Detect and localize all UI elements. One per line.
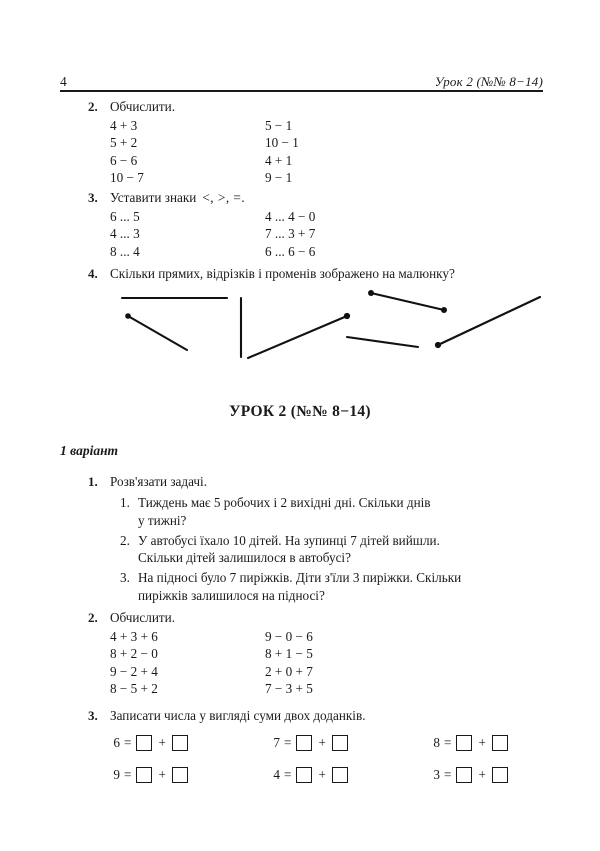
exercise-2-top-column-2 (265, 117, 299, 187)
sum-total: 8 (433, 735, 440, 750)
expression: 10 − 1 (265, 135, 299, 151)
running-head-title: Урок 2 (№№ 8−14) (434, 74, 543, 89)
exercise-3 (88, 708, 508, 788)
figure-endpoint-dot (125, 313, 131, 319)
running-head (60, 68, 543, 90)
exercise-1-number: 1. (88, 474, 98, 489)
table-row (110, 762, 508, 788)
figure-endpoint-dot (441, 307, 447, 313)
sum-cell (110, 762, 270, 788)
problem-text (138, 569, 461, 604)
exercise-3-top-column-1 (110, 208, 265, 260)
comparison-signs: <, >, =. (202, 190, 246, 205)
sum-cell (110, 730, 270, 756)
exercise-3-title: Записати числа у вигляді суми двох доданків. (110, 708, 366, 723)
equals-sign: = (444, 767, 452, 782)
exercise-2-top-column-1 (110, 117, 265, 187)
lesson-title: УРОК 2 (№№ 8−14) (229, 403, 371, 420)
expression: 9 − 1 (265, 170, 293, 186)
figure-segment-1 (128, 316, 187, 350)
exercise-2-column-2 (265, 628, 313, 698)
expression: 2 + 0 + 7 (265, 663, 313, 679)
geometry-figure (100, 288, 560, 368)
sum-cell (270, 762, 430, 788)
word-problem-list (88, 494, 496, 607)
sum-total: 9 (113, 767, 120, 782)
list-item (120, 569, 496, 604)
problem-line: На підносі було 7 пиріжків. Діти з'їли 3 пиріжки. Скільки (138, 570, 462, 586)
problem-line: Тиждень має 5 робочих і 2 вихідні дні. Скільки днів (138, 495, 431, 510)
expression: 8 + 1 − 5 (265, 646, 313, 662)
list-item (120, 494, 496, 529)
problem-line: Скільки дітей залишилося в автобусі? (138, 550, 351, 566)
equals-sign: = (124, 735, 132, 750)
answer-box[interactable] (136, 767, 152, 783)
answer-box[interactable] (296, 735, 312, 751)
expression: 5 + 2 (110, 135, 138, 151)
expression: 8 + 2 − 0 (110, 646, 158, 662)
exercise-3-heading (88, 708, 508, 724)
variant-label: 1 варіант (60, 443, 119, 458)
expression: 6 ... 5 (110, 209, 140, 224)
exercise-2-column-1 (110, 628, 265, 698)
answer-box[interactable] (456, 735, 472, 751)
expression: 6 − 6 (110, 152, 138, 168)
exercise-3-top-number: 3. (88, 190, 98, 205)
figure-ray-2 (438, 297, 540, 345)
expression: 4 + 1 (265, 152, 293, 168)
expression: 6 ... 6 − 6 (265, 243, 316, 259)
expression: 9 − 0 − 6 (265, 629, 313, 644)
expression: 4 ... 4 − 0 (265, 209, 316, 224)
expression: 7 − 3 + 5 (265, 681, 313, 697)
plus-sign: + (318, 767, 326, 782)
lines-diagram (100, 288, 560, 368)
expression: 10 − 7 (110, 170, 144, 186)
sum-cell (430, 762, 508, 788)
answer-box[interactable] (492, 767, 508, 783)
expression: 4 + 3 (110, 118, 138, 133)
exercise-3-number: 3. (88, 708, 98, 723)
answer-box[interactable] (136, 735, 152, 751)
problem-text (138, 494, 431, 529)
exercise-3-top-heading (88, 190, 315, 206)
expression: 4 ... 3 (110, 226, 140, 242)
expression: 5 − 1 (265, 118, 293, 133)
plus-sign: + (318, 735, 326, 750)
plus-sign: + (158, 767, 166, 782)
problem-line: у тижні? (138, 512, 187, 528)
sum-total: 7 (273, 735, 280, 750)
figure-endpoint-dot (368, 290, 374, 296)
page-number: 4 (60, 73, 67, 89)
exercise-2-top-number: 2. (88, 99, 98, 114)
plus-sign: + (478, 735, 486, 750)
exercise-1-heading (88, 474, 528, 490)
table-row (110, 730, 508, 756)
exercise-4-top-title: Скільки прямих, відрізків і променів зображено на малюнку? (110, 266, 455, 281)
exercise-2-top (88, 99, 299, 187)
sum-total: 4 (273, 767, 280, 782)
exercise-2-top-heading (88, 99, 299, 115)
expression: 8 − 5 + 2 (110, 681, 158, 697)
expression: 7 ... 3 + 7 (265, 226, 316, 242)
expression: 4 + 3 + 6 (110, 629, 158, 644)
answer-box[interactable] (296, 767, 312, 783)
plus-sign: + (478, 767, 486, 782)
exercise-2-heading (88, 610, 313, 626)
answer-box[interactable] (172, 735, 188, 751)
problem-line: пиріжків залишилося на підносі? (138, 587, 325, 603)
exercise-3-top-columns (88, 208, 315, 260)
figure-line-short (347, 337, 418, 347)
problem-text (138, 532, 440, 567)
sum-cell (270, 730, 430, 756)
expression: 8 ... 4 (110, 243, 140, 259)
exercise-3-top-column-2 (265, 208, 315, 260)
exercise-2-top-columns (88, 117, 299, 187)
equals-sign: = (444, 735, 452, 750)
exercise-2-top-title: Обчислити. (110, 99, 176, 114)
exercise-1-title: Розв'язати задачі. (110, 474, 208, 489)
problem-line: У автобусі їхало 10 дітей. На зупинці 7 дітей вийшли. (138, 532, 440, 548)
figure-endpoint-dot (344, 313, 350, 319)
problem-number: 2. (120, 532, 130, 548)
answer-box[interactable] (172, 767, 188, 783)
figure-endpoint-dot (435, 342, 441, 348)
exercise-2-columns (88, 628, 313, 698)
answer-box[interactable] (332, 767, 348, 783)
sum-decomposition-grid (88, 730, 508, 788)
list-item (120, 532, 496, 567)
figure-ray-1 (248, 316, 347, 358)
exercise-2-title: Обчислити. (110, 610, 176, 625)
problem-number: 1. (120, 495, 130, 510)
header-rule (60, 90, 543, 92)
problem-number: 3. (120, 570, 130, 586)
equals-sign: = (284, 767, 292, 782)
exercise-1 (88, 474, 528, 607)
equals-sign: = (124, 767, 132, 782)
answer-box[interactable] (456, 767, 472, 783)
exercise-3-top (88, 190, 315, 260)
equals-sign: = (284, 735, 292, 750)
exercise-3-top-title: Уставити знаки (110, 190, 197, 205)
expression: 9 − 2 + 4 (110, 663, 158, 679)
figure-segment-2 (371, 293, 444, 310)
answer-box[interactable] (492, 735, 508, 751)
exercise-2 (88, 610, 313, 698)
exercise-4-top-number: 4. (88, 266, 98, 281)
answer-box[interactable] (332, 735, 348, 751)
exercise-4-top (88, 266, 455, 282)
exercise-4-top-heading (88, 266, 455, 282)
sum-total: 3 (433, 767, 440, 782)
sum-cell (430, 730, 508, 756)
sum-total: 6 (113, 735, 120, 750)
plus-sign: + (158, 735, 166, 750)
exercise-2-number: 2. (88, 610, 98, 625)
